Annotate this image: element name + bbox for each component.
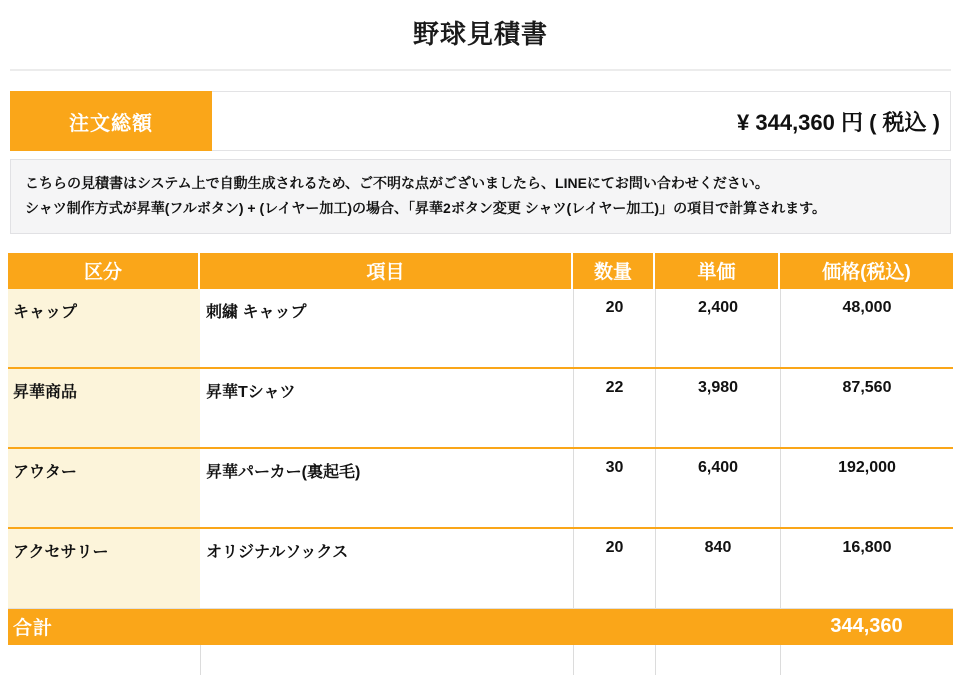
table-row: [8, 369, 953, 449]
order-total-amount: ¥ 344,360 円 ( 税込 ): [737, 109, 940, 135]
cell-unit-price: 2,400: [655, 289, 780, 367]
total-value: 344,360: [830, 615, 903, 638]
cell-price: 192,000: [780, 449, 953, 527]
header-price: 価格(税込): [822, 262, 911, 284]
cell-category: 昇華商品: [8, 369, 200, 447]
cell-category: アウター: [8, 449, 200, 527]
cell-category: [8, 645, 200, 675]
cell-item: 昇華Tシャツ: [206, 383, 296, 401]
table-row: [8, 449, 953, 529]
table-header-row: [8, 253, 953, 289]
order-total-bar: [10, 91, 951, 151]
quote-table: [8, 253, 953, 675]
notice-line-2: シャツ制作方式が昇華(フルボタン) + (レイヤー加工)の場合、「昇華2ボタン変更 シャツ(レイヤー加工)」の項目で計算されます。: [25, 200, 826, 217]
cell-qty: 30: [573, 449, 655, 527]
title-divider: [10, 69, 951, 71]
cell-price: 48,000: [780, 289, 953, 367]
header-item: 項目: [200, 253, 573, 289]
table-row-partial: [8, 645, 953, 675]
cell-price: 16,800: [780, 529, 953, 608]
cell-item: 刺繍 キャップ: [206, 303, 307, 321]
cell-unit-price: 840: [655, 529, 780, 608]
table-total-row: [8, 609, 953, 645]
header-category: 区分: [8, 253, 200, 289]
cell-price: 87,560: [780, 369, 953, 447]
notice-line-1: こちらの見積書はシステム上で自動生成されるため、ご不明な点がございましたら、LINEにてお問い合わせください。: [25, 175, 769, 192]
total-label: 合計: [13, 618, 54, 640]
table-row: [8, 529, 953, 609]
cell-unit-price: 6,400: [655, 449, 780, 527]
order-total-label: 注文総額: [10, 91, 212, 151]
cell-item: オリジナルソックス: [206, 543, 349, 561]
cell-qty: [573, 645, 655, 675]
header-qty: 数量: [573, 253, 655, 289]
table-row: [8, 289, 953, 369]
cell-item: [200, 645, 573, 675]
cell-category: キャップ: [8, 289, 200, 367]
cell-item: 昇華パーカー(裏起毛): [206, 463, 361, 481]
cell-qty: 20: [573, 289, 655, 367]
document-header: [0, 0, 961, 50]
cell-qty: 22: [573, 369, 655, 447]
header-unit-price: 単価: [655, 253, 780, 289]
page-title: 野球見積書: [412, 19, 548, 49]
cell-price: [780, 645, 953, 675]
notice-box: [10, 159, 951, 233]
cell-category: アクセサリー: [8, 529, 200, 608]
cell-unit-price: 3,980: [655, 369, 780, 447]
cell-qty: 20: [573, 529, 655, 608]
cell-unit-price: [655, 645, 780, 675]
